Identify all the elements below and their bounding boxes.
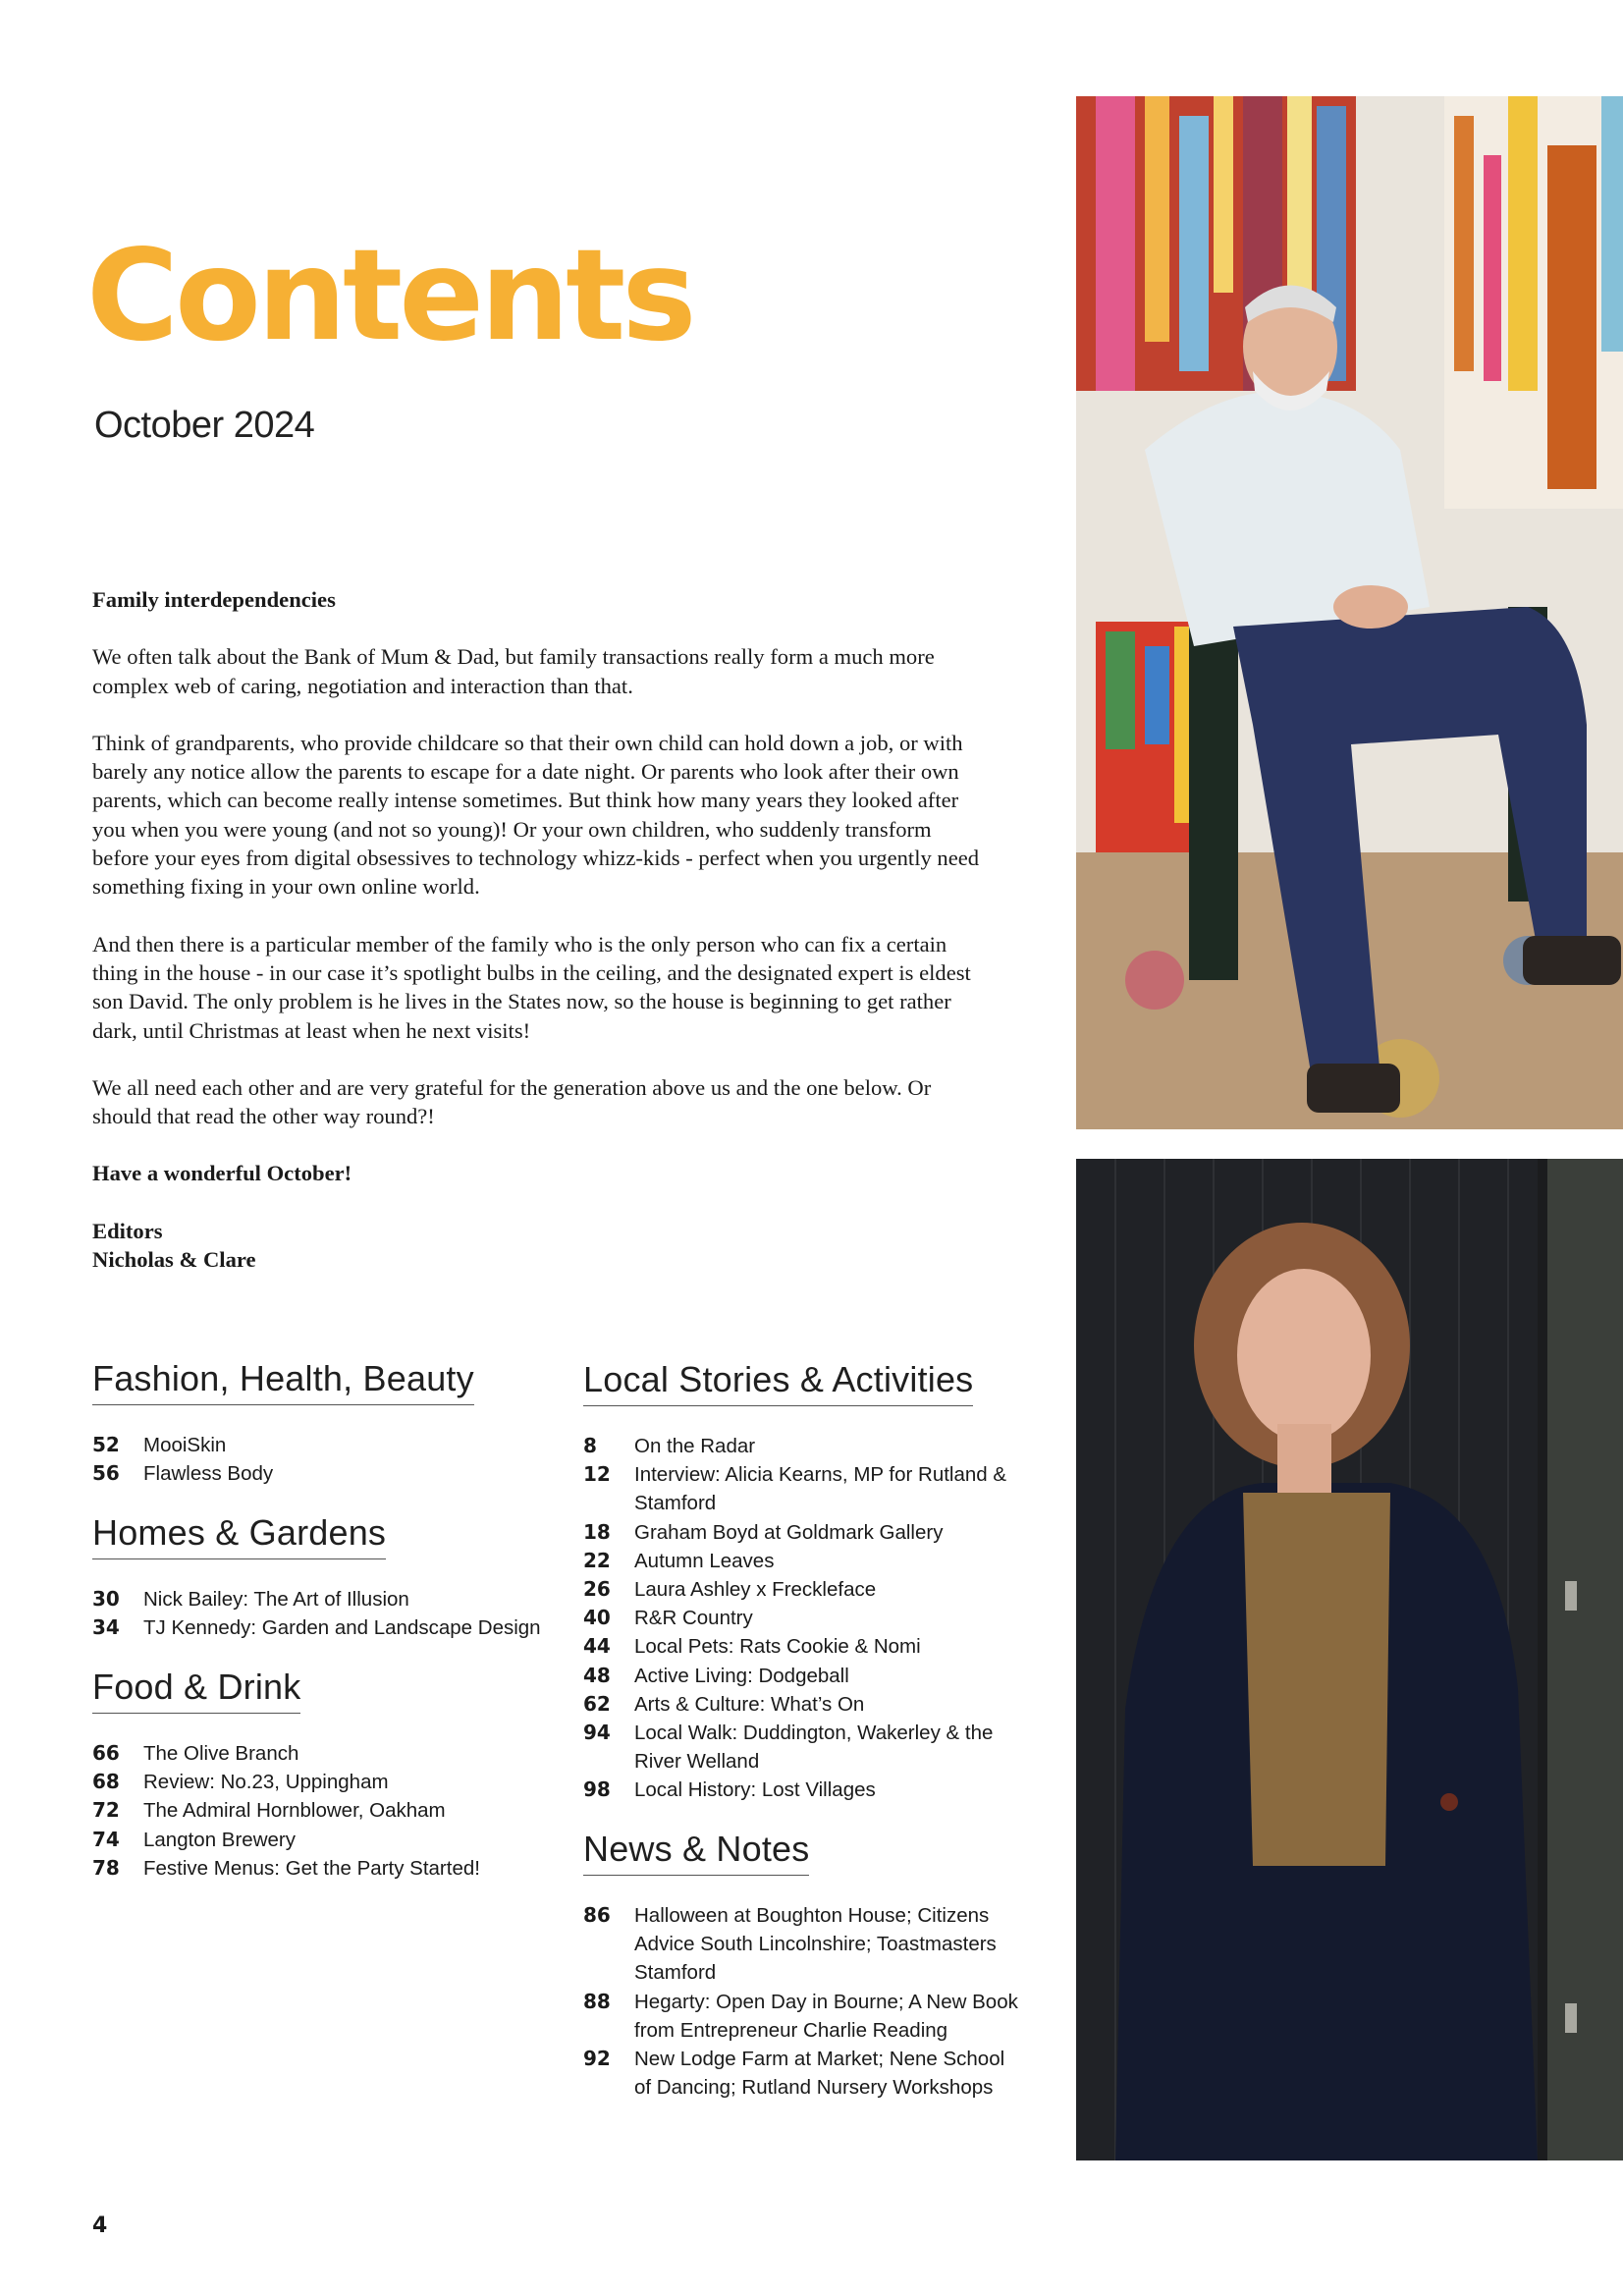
page-ref: 30 bbox=[92, 1587, 120, 1611]
contents-entry[interactable] bbox=[583, 1690, 1025, 1719]
page-ref: 72 bbox=[92, 1798, 120, 1823]
contents-entry[interactable] bbox=[583, 1632, 1025, 1661]
photo-woman-portrait bbox=[1076, 1159, 1623, 2160]
contents-entry[interactable] bbox=[583, 1460, 1025, 1517]
editorial-paragraph: We all need each other and are very grateful for the generation above us and the one below. Or should that read the other way round?! bbox=[92, 1074, 932, 1129]
page-ref: 88 bbox=[583, 1989, 611, 2013]
contents-entry[interactable] bbox=[583, 1719, 1025, 1776]
editorial-signoff-names: Nicholas & Clare bbox=[92, 1247, 256, 1273]
entry-title: New Lodge Farm at Market; Nene School of Dancing; Rutland Nursery Workshops bbox=[634, 2048, 1005, 2100]
page-ref: 48 bbox=[583, 1663, 611, 1687]
entry-list bbox=[92, 1739, 583, 1883]
page-ref: 62 bbox=[583, 1691, 611, 1716]
contents-entry[interactable] bbox=[583, 1988, 1025, 2045]
entry-title: The Admiral Hornblower, Oakham bbox=[143, 1799, 446, 1823]
page-number: 4 bbox=[92, 2214, 108, 2238]
entry-title: Active Living: Dodgeball bbox=[634, 1664, 849, 1687]
contents-entry[interactable] bbox=[583, 1776, 1025, 1804]
page-title: Contents bbox=[86, 223, 693, 369]
editorial-signoff-title: Editors bbox=[92, 1218, 163, 1243]
page-ref: 8 bbox=[583, 1434, 597, 1457]
entry-title: Halloween at Boughton House; Citizens Advice South Lincolnshire; Toastmasters Stamford bbox=[634, 1904, 997, 1985]
page-ref: 52 bbox=[92, 1433, 120, 1456]
section-title: Homes & Gardens bbox=[92, 1512, 386, 1559]
entry-title: On the Radar bbox=[634, 1435, 756, 1457]
entry-title: Nick Bailey: The Art of Illusion bbox=[143, 1588, 409, 1611]
entry-title: The Olive Branch bbox=[143, 1742, 299, 1765]
editorial-paragraph: Think of grandparents, who provide childcare so that their own child can hold down a job, or with barely any notice allow the parents to escape for a date night. Or parents who look after their own parents, which can become really intense sometimes. But think how many years they looked after you when you were young (and not so young)! Or your own children, who suddenly transform before your eyes from digital obsessives to technology whizz-kids - perfect when you urgently need something fixing in your own online world. bbox=[92, 730, 980, 900]
contents-entry[interactable] bbox=[92, 1739, 583, 1768]
section-news-notes bbox=[583, 1829, 1025, 2102]
entry-title: Arts & Culture: What’s On bbox=[634, 1692, 865, 1716]
page-ref: 40 bbox=[583, 1606, 611, 1630]
page-ref: 34 bbox=[92, 1615, 120, 1640]
entry-title: Graham Boyd at Goldmark Gallery bbox=[634, 1520, 944, 1544]
entry-title: TJ Kennedy: Garden and Landscape Design bbox=[143, 1616, 541, 1640]
contents-entry[interactable] bbox=[583, 1604, 1025, 1632]
contents-entry[interactable] bbox=[583, 1547, 1025, 1575]
entry-title: R&R Country bbox=[634, 1607, 753, 1630]
page-ref: 66 bbox=[92, 1741, 120, 1765]
contents-entry[interactable] bbox=[92, 1826, 583, 1854]
contents-entry[interactable] bbox=[583, 2045, 1025, 2102]
section-title: Fashion, Health, Beauty bbox=[92, 1358, 474, 1405]
entry-title: Laura Ashley x Freckleface bbox=[634, 1578, 877, 1602]
page-ref: 44 bbox=[583, 1634, 611, 1659]
contents-entry[interactable] bbox=[92, 1585, 583, 1613]
page-ref: 94 bbox=[583, 1721, 611, 1745]
contents-entry[interactable] bbox=[583, 1575, 1025, 1604]
entry-title: Flawless Body bbox=[143, 1462, 274, 1486]
editorial-paragraph: We often talk about the Bank of Mum & Dad, but family transactions really form a much more complex web of caring, negotiation and interaction than that. bbox=[92, 644, 935, 698]
contents-entry[interactable] bbox=[92, 1613, 583, 1642]
contents-entry[interactable] bbox=[92, 1431, 583, 1459]
entry-title: MooiSkin bbox=[143, 1434, 227, 1456]
photo-artist-in-studio bbox=[1076, 96, 1623, 1129]
section-homes-gardens bbox=[92, 1512, 583, 1642]
section-food-drink bbox=[92, 1667, 583, 1883]
page-ref: 78 bbox=[92, 1855, 120, 1880]
entry-title: Review: No.23, Uppingham bbox=[143, 1771, 389, 1794]
editorial-closing: Have a wonderful October! bbox=[92, 1161, 352, 1186]
page-ref: 26 bbox=[583, 1577, 611, 1602]
contents-entry[interactable] bbox=[583, 1432, 1025, 1460]
editorial-heading: Family interdependencies bbox=[92, 587, 336, 612]
page-ref: 56 bbox=[92, 1461, 120, 1486]
page-ref: 74 bbox=[92, 1827, 120, 1851]
page-ref: 18 bbox=[583, 1519, 611, 1544]
entry-title: Autumn Leaves bbox=[634, 1549, 775, 1572]
entry-list bbox=[583, 1432, 1025, 1805]
contents-entry[interactable] bbox=[92, 1768, 583, 1796]
contents-entry[interactable] bbox=[92, 1796, 583, 1825]
entry-title: Langton Brewery bbox=[143, 1828, 296, 1851]
section-title: News & Notes bbox=[583, 1829, 809, 1876]
contents-entry[interactable] bbox=[583, 1518, 1025, 1547]
section-fashion-health-beauty bbox=[92, 1358, 583, 1488]
page-ref: 86 bbox=[583, 1903, 611, 1927]
entry-title: Festive Menus: Get the Party Started! bbox=[143, 1856, 480, 1880]
issue-date: October 2024 bbox=[94, 405, 315, 446]
contents-entry[interactable] bbox=[583, 1662, 1025, 1690]
entry-title: Hegarty: Open Day in Bourne; A New Book from Entrepreneur Charlie Reading bbox=[634, 1990, 1018, 2042]
page-ref: 98 bbox=[583, 1777, 611, 1802]
contents-entry[interactable] bbox=[92, 1854, 583, 1883]
page-ref: 12 bbox=[583, 1462, 611, 1487]
entry-list bbox=[583, 1901, 1025, 2102]
editorial-paragraph: And then there is a particular member of the family who is the only person who can fix a certain thing in the house - in our case it’s spotlight bulbs in the ceiling, and the designated expert is eldest son David. The only problem is he lives in the States now, so the house is beginning to get rather dark, until Christmas at least when he next visits! bbox=[92, 931, 971, 1043]
section-title: Local Stories & Activities bbox=[583, 1359, 973, 1406]
page-ref: 68 bbox=[92, 1770, 120, 1794]
entry-list bbox=[92, 1431, 583, 1488]
page-ref: 22 bbox=[583, 1548, 611, 1572]
contents-entry[interactable] bbox=[92, 1459, 583, 1488]
entry-title: Local Pets: Rats Cookie & Nomi bbox=[634, 1635, 921, 1659]
entry-title: Local History: Lost Villages bbox=[634, 1778, 876, 1802]
contents-entry[interactable] bbox=[583, 1901, 1025, 1988]
section-local-stories bbox=[583, 1359, 1025, 1805]
page-ref: 92 bbox=[583, 2047, 611, 2071]
entry-title: Local Walk: Duddington, Wakerley & the River Welland bbox=[634, 1722, 994, 1774]
section-title: Food & Drink bbox=[92, 1667, 300, 1714]
editorial-letter bbox=[92, 585, 986, 1274]
entry-title: Interview: Alicia Kearns, MP for Rutland & Stamford bbox=[634, 1463, 1007, 1515]
entry-list bbox=[92, 1585, 583, 1642]
